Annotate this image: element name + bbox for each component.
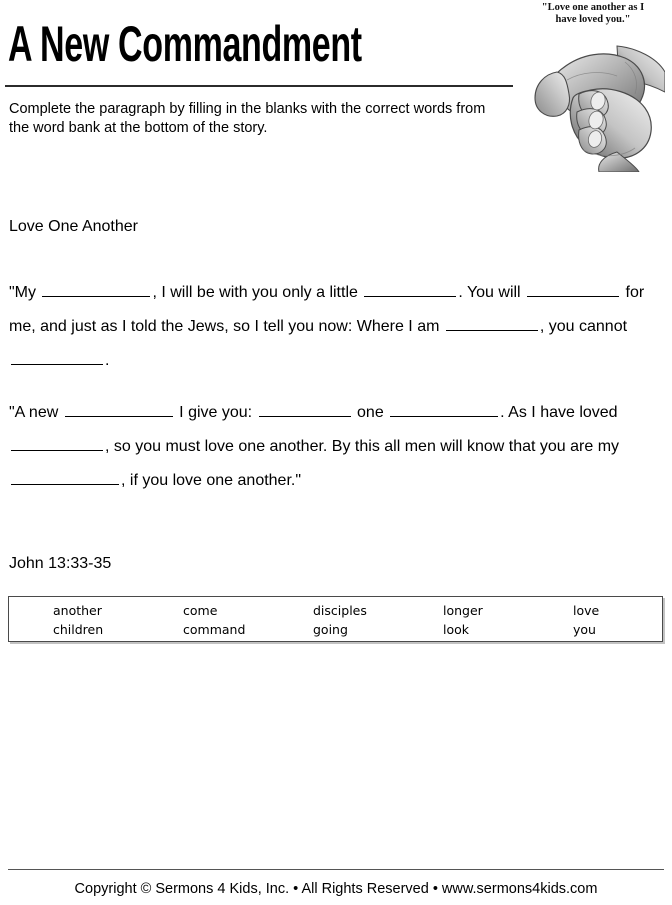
word-bank-item[interactable]: love	[573, 603, 600, 618]
word-bank-item[interactable]: look	[443, 622, 470, 637]
p1-segment-3: . You will	[458, 284, 521, 301]
word-bank-item[interactable]: disciples	[313, 603, 367, 618]
story-paragraph-1	[9, 276, 661, 378]
word-bank-item[interactable]: another	[53, 603, 102, 618]
blank-field-9[interactable]	[11, 436, 103, 451]
story-body	[9, 276, 661, 498]
illustration	[519, 2, 667, 172]
blank-field-8[interactable]	[390, 402, 498, 417]
word-bank-item[interactable]: command	[183, 622, 246, 637]
footer-copyright: Copyright © Sermons 4 Kids, Inc. • All Rights Reserved • www.sermons4kids.com	[74, 881, 598, 897]
p1-segment-5: , you cannot	[539, 318, 628, 335]
blank-field-2[interactable]	[364, 282, 456, 297]
word-bank-box	[8, 596, 663, 642]
p1-segment-6: .	[105, 352, 110, 369]
p1-segment-2: , I will be with you only a little	[152, 284, 358, 301]
p1-segment-4: for me, and just as I told the Jews, so I tell you now: Where I am	[9, 284, 645, 335]
p2-segment-1: "A new	[9, 404, 59, 421]
word-bank-item[interactable]: you	[573, 622, 596, 637]
blank-field-7[interactable]	[259, 402, 351, 417]
page-title: A New Commandment	[8, 16, 362, 72]
word-bank-item[interactable]: going	[313, 622, 348, 637]
blank-field-5[interactable]	[11, 350, 103, 365]
illustration-caption-line-2: have loved you."	[555, 13, 631, 25]
p2-segment-2: I give you:	[179, 404, 253, 421]
illustration-caption	[519, 2, 667, 25]
word-bank-item[interactable]: longer	[443, 603, 483, 618]
p2-segment-4: . As I have loved	[500, 404, 618, 421]
instructions-text: Complete the paragraph by filling in the blanks with the correct words from the word bank at the bottom of the story.	[9, 101, 486, 136]
word-bank-item[interactable]: children	[53, 622, 104, 637]
p2-segment-5: , so you must love one another. By this all men will know that you are my	[105, 438, 620, 455]
blank-field-10[interactable]	[11, 470, 119, 485]
blank-field-6[interactable]	[65, 402, 173, 417]
scripture-reference: John 13:33-35	[9, 555, 112, 572]
clasped-hands-icon	[521, 28, 665, 172]
title-divider	[5, 85, 513, 87]
blank-field-1[interactable]	[42, 282, 150, 297]
story-paragraph-2	[9, 396, 661, 498]
blank-field-3[interactable]	[527, 282, 619, 297]
p2-segment-3: one	[357, 404, 384, 421]
p1-segment-1: "My	[9, 284, 37, 301]
p2-segment-6: , if you love one another."	[121, 472, 302, 489]
blank-field-4[interactable]	[446, 316, 538, 331]
footer-divider	[8, 869, 664, 870]
word-bank-grid	[53, 601, 672, 639]
word-bank-item[interactable]: come	[183, 603, 218, 618]
illustration-caption-line-1: "Love one another as I	[541, 2, 645, 13]
story-heading: Love One Another	[9, 218, 138, 235]
